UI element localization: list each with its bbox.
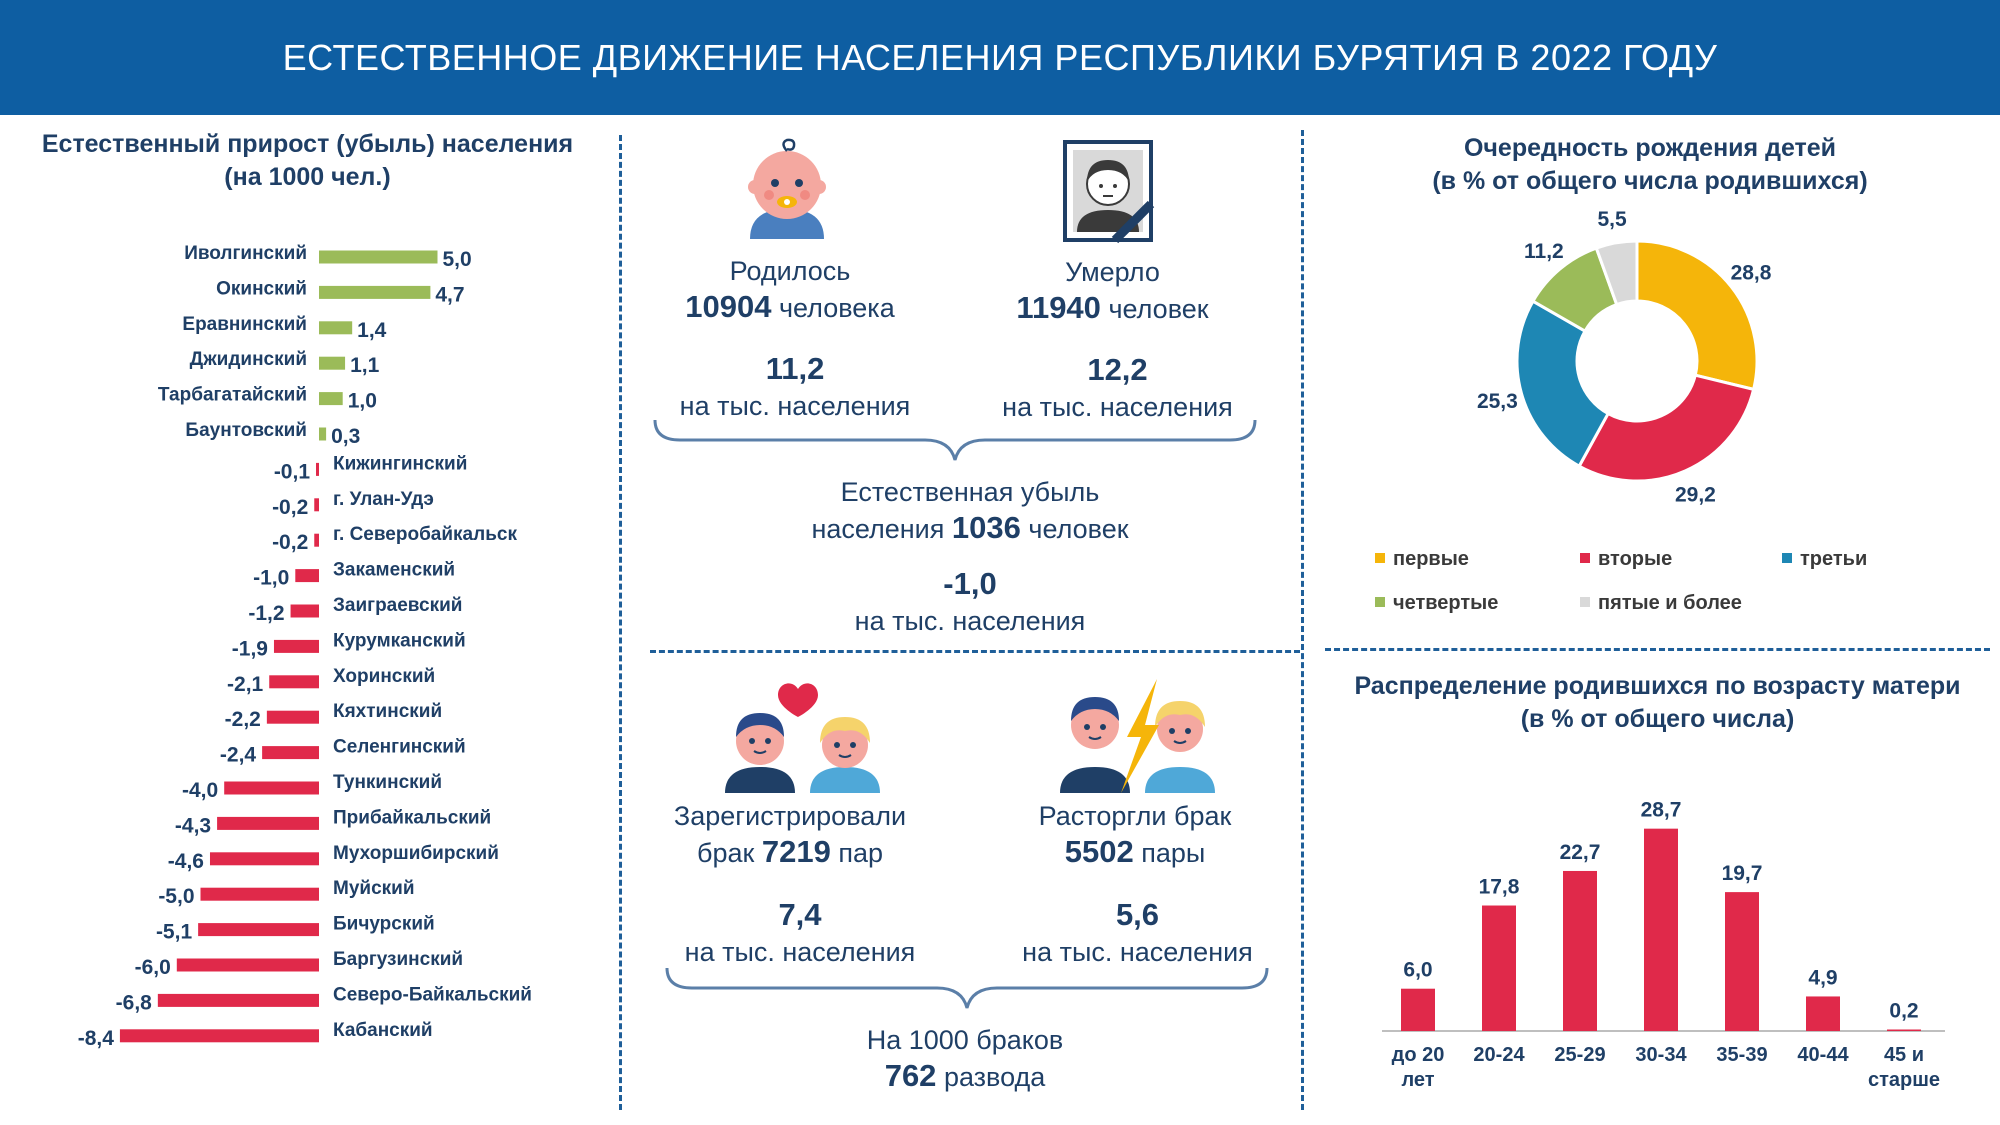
data-label: -6,8 xyxy=(115,991,152,1015)
legend-swatch-first xyxy=(1375,553,1385,563)
decline-rate-block xyxy=(800,565,1140,639)
bar xyxy=(295,569,319,582)
per-thousand-unit: развода xyxy=(943,1062,1046,1092)
divorced-line1: Расторгли брак xyxy=(1038,801,1232,831)
bar xyxy=(319,392,343,405)
category-label: Кяхтинский xyxy=(333,701,443,723)
slice-label: 28,8 xyxy=(1730,261,1772,285)
died-rate-unit: на тыс. населения xyxy=(1002,392,1233,422)
data-label: 28,7 xyxy=(1640,798,1682,822)
bar xyxy=(201,888,320,901)
mother-age-title xyxy=(1320,670,1995,736)
category-label: Муйский xyxy=(333,878,415,900)
left-title-line1: Естественный прирост (убыль) населения xyxy=(41,130,574,158)
bar xyxy=(1644,829,1678,1031)
legend-label-second: вторые xyxy=(1598,548,1673,570)
data-label: -2,1 xyxy=(227,672,264,696)
slice xyxy=(1579,375,1753,481)
brace-bottom xyxy=(662,963,1272,1013)
birth-order-title-line1: Очередность рождения детей xyxy=(1463,134,1837,162)
category-label: Баунтовский xyxy=(185,420,307,441)
bar xyxy=(319,357,345,370)
category-label: Кабанский xyxy=(333,1019,433,1041)
mother-age-title-line1: Распределение родившихся по возрасту матери xyxy=(1354,672,1961,700)
data-label: -4,6 xyxy=(167,849,204,873)
birth-order-legend xyxy=(1370,548,1990,628)
registered-prefix: брак xyxy=(697,838,755,868)
category-label: Закаменский xyxy=(333,559,456,581)
divorced-block xyxy=(990,798,1280,871)
left-title-line2: (на 1000 чел.) xyxy=(224,163,391,191)
tick-label: старше xyxy=(1867,1069,1941,1091)
bar xyxy=(210,852,319,865)
decline-count: 1036 xyxy=(951,510,1021,545)
tick-label: 20-24 xyxy=(1473,1044,1525,1066)
bar xyxy=(274,640,319,653)
mother-age-title-line2: (в % от общего числа) xyxy=(1520,705,1795,733)
category-label: Мухоршибирский xyxy=(333,842,499,864)
data-label: 22,7 xyxy=(1559,840,1601,864)
data-label: -4,0 xyxy=(182,779,219,802)
data-label: -5,1 xyxy=(155,920,193,944)
decline-block xyxy=(750,474,1190,547)
tick-label: 45 и xyxy=(1883,1044,1925,1066)
slice-label: 5,5 xyxy=(1597,208,1627,232)
born-rate: 11,2 xyxy=(765,351,825,386)
bar xyxy=(177,959,319,972)
page-title: ЕСТЕСТВЕННОЕ ДВИЖЕНИЕ НАСЕЛЕНИЯ РЕСПУБЛИКИ БУРЯТИЯ В 2022 ГОДУ xyxy=(282,36,1718,78)
mourning-portrait-icon xyxy=(1063,140,1153,242)
data-label: -1,9 xyxy=(231,637,268,661)
category-label: Курумканский xyxy=(333,630,466,652)
category-label: г. Улан-Удэ xyxy=(333,488,434,510)
data-label: -2,2 xyxy=(224,708,261,732)
bar xyxy=(314,498,319,511)
birth-order-title xyxy=(1320,132,1980,198)
couple-love-icon xyxy=(720,675,885,795)
tick-label: до 20 xyxy=(1391,1044,1445,1066)
legend-item-fourth xyxy=(1375,592,1498,615)
data-label: 0,2 xyxy=(1889,999,1919,1023)
data-label: -1,2 xyxy=(248,602,285,625)
born-block xyxy=(650,253,930,326)
bar xyxy=(316,463,319,476)
born-rate-block xyxy=(655,350,935,424)
registered-unit: пар xyxy=(838,838,883,868)
category-label: Иволгинский xyxy=(184,243,307,264)
decline-unit: человек xyxy=(1028,514,1129,544)
decline-prefix: населения xyxy=(811,514,945,544)
slice-label: 11,2 xyxy=(1524,239,1564,263)
legend-item-first xyxy=(1375,548,1469,571)
bar xyxy=(262,746,319,759)
data-label: -1,0 xyxy=(253,566,290,590)
category-label: Кижингинский xyxy=(333,453,468,475)
data-label: -0,1 xyxy=(273,460,310,484)
slice-label: 25,3 xyxy=(1476,390,1518,414)
legend-item-third xyxy=(1782,548,1867,571)
data-label: 1,0 xyxy=(347,389,377,413)
left-panel-title xyxy=(5,128,610,194)
category-label: Селенгинский xyxy=(333,736,466,758)
tick-label: 25-29 xyxy=(1554,1044,1606,1066)
data-label: -0,2 xyxy=(272,495,309,519)
category-label: г. Северобайкальск xyxy=(333,524,517,546)
registered-rate-unit: на тыс. населения xyxy=(684,937,916,967)
slice xyxy=(1517,301,1608,466)
died-count: 11940 xyxy=(1016,290,1101,325)
bar xyxy=(291,605,319,618)
data-label: 1,1 xyxy=(350,354,380,378)
mother-age-bar-chart xyxy=(1370,745,1970,1100)
per-thousand-line1: На 1000 браков xyxy=(866,1025,1064,1055)
bar xyxy=(319,428,326,441)
divorced-unit: пары xyxy=(1141,838,1206,868)
died-label: Умерло xyxy=(1065,257,1160,287)
divider-middle xyxy=(650,650,1300,653)
registered-rate-block xyxy=(660,896,940,970)
data-label: 19,7 xyxy=(1721,862,1763,886)
divider-left xyxy=(619,135,622,1110)
category-label: Джидинский xyxy=(189,349,307,371)
legend-label-first: первые xyxy=(1393,548,1469,570)
divorced-rate-unit: на тыс. населения xyxy=(1022,937,1253,967)
category-label: Хоринский xyxy=(333,665,436,687)
tick-label: 40-44 xyxy=(1797,1044,1849,1066)
bar xyxy=(319,251,438,264)
divorced-count: 5502 xyxy=(1064,834,1134,869)
category-label: Прибайкальский xyxy=(333,807,492,829)
couple-divorce-icon xyxy=(1055,675,1220,795)
per-thousand-count: 762 xyxy=(884,1058,937,1093)
bar xyxy=(319,321,352,334)
category-label: Заиграевский xyxy=(333,595,463,616)
registered-block xyxy=(640,798,940,871)
decline-line1: Естественная убыль xyxy=(840,477,1100,507)
category-label: Баргузинский xyxy=(333,949,464,970)
data-label: 5,0 xyxy=(442,248,472,271)
data-label: 4,7 xyxy=(435,283,465,307)
category-label: Северо-Байкальский xyxy=(333,984,532,1006)
bar xyxy=(198,923,319,936)
bar xyxy=(217,817,319,830)
divider-right-mid xyxy=(1325,648,1990,651)
born-label: Родилось xyxy=(729,256,851,286)
registered-rate: 7,4 xyxy=(778,897,822,932)
bar xyxy=(1725,892,1759,1031)
tick-label: 30-34 xyxy=(1635,1044,1687,1066)
legend-swatch-fifth xyxy=(1580,597,1590,607)
data-label: -2,4 xyxy=(219,743,257,767)
data-label: -6,0 xyxy=(134,956,171,979)
data-label: 1,4 xyxy=(357,318,387,342)
district-growth-chart xyxy=(0,230,615,1060)
died-unit: человек xyxy=(1108,294,1209,324)
legend-label-fourth: четвертые xyxy=(1393,592,1499,614)
legend-item-second xyxy=(1580,548,1672,571)
data-label: 4,9 xyxy=(1808,966,1838,990)
divorced-rate: 5,6 xyxy=(1115,897,1160,932)
legend-swatch-third xyxy=(1782,553,1792,563)
divorced-rate-block xyxy=(995,896,1280,970)
died-rate: 12,2 xyxy=(1087,352,1148,387)
data-label: -5,0 xyxy=(158,885,195,909)
bar xyxy=(1887,1030,1921,1032)
category-label: Окинский xyxy=(216,278,307,300)
birth-order-donut-chart xyxy=(1420,208,1860,545)
bar xyxy=(1401,989,1435,1031)
category-label: Бичурский xyxy=(333,913,435,935)
died-block xyxy=(970,254,1255,327)
bar xyxy=(1563,871,1597,1031)
bar xyxy=(1482,906,1516,1031)
category-label: Тункинский xyxy=(333,772,443,793)
tick-label: лет xyxy=(1401,1069,1435,1091)
decline-rate: -1,0 xyxy=(943,566,997,601)
bar xyxy=(224,782,319,795)
bar xyxy=(319,286,430,299)
registered-line1: Зарегистрировали xyxy=(673,801,907,831)
category-label: Еравнинский xyxy=(182,313,307,335)
decline-rate-unit: на тыс. населения xyxy=(854,606,1086,636)
legend-swatch-second xyxy=(1580,553,1590,563)
baby-icon xyxy=(742,137,832,239)
legend-swatch-fourth xyxy=(1375,597,1385,607)
legend-item-fifth xyxy=(1580,592,1742,615)
born-rate-unit: на тыс. населения xyxy=(679,391,911,421)
slice-label: 29,2 xyxy=(1674,483,1716,507)
data-label: -0,2 xyxy=(272,531,309,555)
born-unit: человека xyxy=(778,293,895,323)
bar xyxy=(267,711,319,724)
bar xyxy=(269,675,319,688)
bar xyxy=(120,1029,319,1042)
died-rate-block xyxy=(975,351,1260,425)
bar xyxy=(1806,996,1840,1031)
registered-count: 7219 xyxy=(761,834,831,869)
data-label: -4,3 xyxy=(174,814,212,838)
data-label: -8,4 xyxy=(77,1026,114,1050)
category-label: Тарбагатайский xyxy=(157,384,307,406)
header-bar xyxy=(0,0,2000,115)
born-count: 10904 xyxy=(685,289,772,324)
tick-label: 35-39 xyxy=(1716,1044,1768,1066)
data-label: 17,8 xyxy=(1478,875,1520,899)
bar xyxy=(314,534,319,547)
legend-label-third: третьи xyxy=(1800,548,1868,570)
legend-label-fifth: пятые и более xyxy=(1598,592,1742,614)
divider-right xyxy=(1301,130,1304,1110)
birth-order-title-line2: (в % от общего числа родившихся) xyxy=(1432,167,1868,195)
brace-top xyxy=(650,415,1260,465)
bar xyxy=(158,994,319,1007)
data-label: 6,0 xyxy=(1403,958,1433,982)
per-thousand-block xyxy=(790,1022,1140,1095)
data-label: 0,3 xyxy=(331,425,361,448)
